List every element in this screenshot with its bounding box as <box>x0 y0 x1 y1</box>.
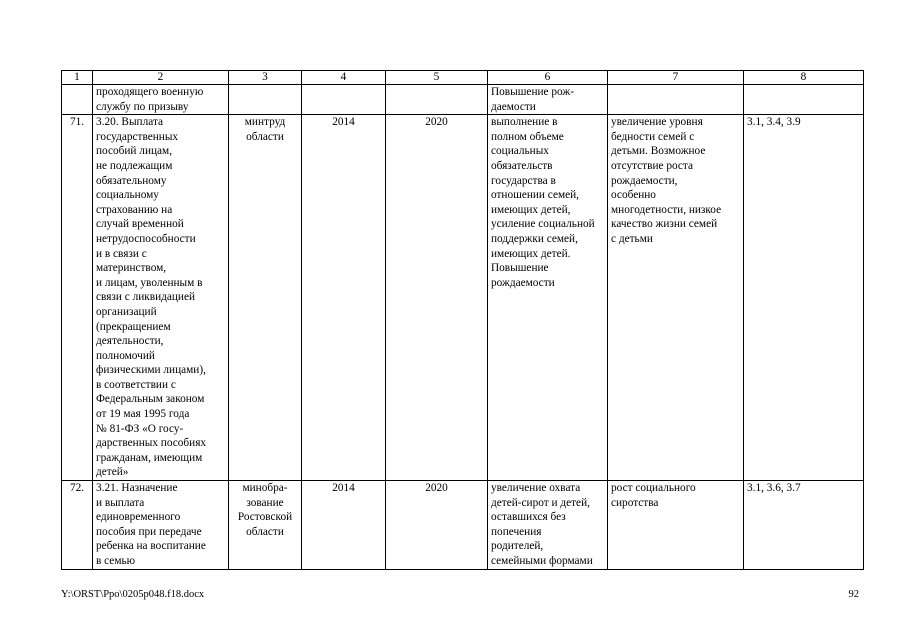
col-header: 3 <box>229 71 302 85</box>
text-line: детей-сирот и детей, <box>491 496 590 509</box>
text-line: деятельности, <box>96 335 164 348</box>
header-row <box>62 71 864 85</box>
text-line: оставшихся без <box>491 511 566 524</box>
text-line: государственных <box>96 130 179 143</box>
text-line: детей» <box>96 466 129 479</box>
text-line: полном объеме <box>491 130 564 143</box>
text-line: и выплата <box>96 496 145 509</box>
col-header: 2 <box>93 71 229 85</box>
col-header: 6 <box>488 71 608 85</box>
text-line: пособия при передаче <box>96 525 202 538</box>
text-line: особенно <box>611 189 656 202</box>
result-cell <box>488 115 608 481</box>
text-line: минтруд <box>244 116 286 129</box>
text-line: государства в <box>491 174 556 187</box>
end-year: 2020 <box>386 481 488 570</box>
text-line: Ростовской <box>237 511 293 524</box>
text-line: службу по призыву <box>96 100 189 113</box>
text-line: и в связи с <box>96 247 147 260</box>
measure-cell <box>93 85 229 115</box>
executor-cell <box>229 115 302 481</box>
start-year: 2014 <box>302 115 386 481</box>
text-line: области <box>246 130 284 143</box>
text-line: рождаемости, <box>611 174 678 187</box>
row-number: 71. <box>62 115 93 481</box>
text-line: увеличение уровня <box>611 116 703 129</box>
text-line: нетрудоспособности <box>96 232 196 245</box>
text-line: социальных <box>491 145 549 158</box>
text-line: страхованию на <box>96 203 173 216</box>
consequences-cell <box>608 481 744 570</box>
measure-cell <box>93 481 229 570</box>
text-line: организаций <box>96 305 157 318</box>
text-line: родителей, <box>491 540 544 553</box>
text-line: не подлежащим <box>96 159 173 172</box>
text-line: многодетности, низкое <box>611 203 722 216</box>
links-cell: 3.1, 3.4, 3.9 <box>744 115 864 481</box>
text-line: социальному <box>96 189 159 202</box>
text-line: материнством, <box>96 262 167 275</box>
result-cell <box>488 481 608 570</box>
text-line: зование <box>246 496 284 509</box>
col-header: 8 <box>744 71 864 85</box>
text-line: имеющих детей. <box>491 247 571 260</box>
col-header: 7 <box>608 71 744 85</box>
col-header: 5 <box>386 71 488 85</box>
text-line: рост социального <box>611 482 696 495</box>
row-number: 72. <box>62 481 93 570</box>
text-line: ребенка на воспитание <box>96 540 206 553</box>
text-line: рождаемости <box>491 276 555 289</box>
text-line: области <box>246 525 284 538</box>
text-line: Повышение <box>491 262 549 275</box>
links-cell: 3.1, 3.6, 3.7 <box>744 481 864 570</box>
text-line: отношении семей, <box>491 189 580 202</box>
text-line: в соответствии с <box>96 378 176 391</box>
text-line: № 81-ФЗ «О госу- <box>96 422 184 435</box>
table-row <box>62 115 864 481</box>
measures-table <box>61 70 864 570</box>
text-line: с детьми <box>611 232 653 245</box>
measure-cell <box>93 115 229 481</box>
text-line: единовременного <box>96 511 181 524</box>
text-line: поддержки семей, <box>491 232 578 245</box>
text-line: 3.21. Назначение <box>96 482 178 495</box>
text-line: имеющих детей, <box>491 203 571 216</box>
page-number: 92 <box>848 589 859 600</box>
text-line: Федеральным законом <box>96 393 205 406</box>
text-line: и лицам, уволенным в <box>96 276 203 289</box>
document-path: Y:\ORST\Ppo\0205p048.f18.docx <box>61 589 205 600</box>
text-line: связи с ликвидацией <box>96 291 196 304</box>
text-line: отсутствие роста <box>611 159 694 172</box>
end-year: 2020 <box>386 115 488 481</box>
text-line: увеличение охвата <box>491 482 581 495</box>
text-line: семейными формами <box>491 555 593 567</box>
text-line: дарственных пособиях <box>96 437 207 450</box>
text-line: детьми. Возможное <box>611 145 706 158</box>
table-row <box>62 481 864 570</box>
text-line: обязательному <box>96 174 167 187</box>
col-header: 1 <box>62 71 93 85</box>
text-line: (прекращением <box>96 320 171 333</box>
text-line: минобра- <box>242 482 288 495</box>
text-line: обязательств <box>491 159 553 172</box>
text-line: случай временной <box>96 218 184 231</box>
text-line: физическими лицами), <box>96 364 206 377</box>
text-line: бедности семей с <box>611 130 695 143</box>
continued-row <box>62 85 864 115</box>
result-cell <box>488 85 608 115</box>
start-year: 2014 <box>302 481 386 570</box>
consequences-cell <box>608 115 744 481</box>
text-line: Повышение рож- <box>491 86 574 98</box>
executor-cell <box>229 481 302 570</box>
text-line: попечения <box>491 525 542 538</box>
text-line: в семью <box>96 555 136 567</box>
text-line: пособий лицам, <box>96 145 173 158</box>
text-line: проходящего военную <box>96 86 204 98</box>
col-header: 4 <box>302 71 386 85</box>
text-line: 3.20. Выплата <box>96 116 164 129</box>
text-line: сиротства <box>611 496 659 509</box>
text-line: качество жизни семей <box>611 218 718 231</box>
text-line: даемости <box>491 100 536 113</box>
text-line: выполнение в <box>491 116 558 129</box>
text-line: от 19 мая 1995 года <box>96 408 190 421</box>
text-line: усиление социальной <box>491 218 595 231</box>
text-line: гражданам, имеющим <box>96 451 203 464</box>
text-line: полномочий <box>96 349 155 362</box>
